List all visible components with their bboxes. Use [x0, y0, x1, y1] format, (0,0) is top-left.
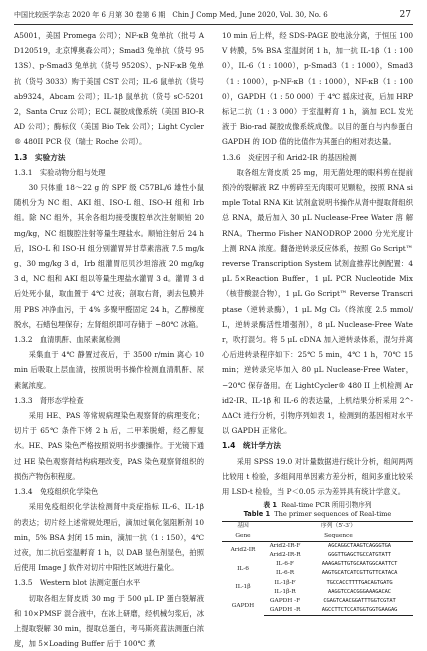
table-caption: [222, 501, 413, 519]
paragraph-western-blot-cont: 10 min 后上样，经 SDS-PAGE 胶电泳分离，于恒压 100 V 转膜，5% BSA 室温封闭 1 h，加一抗 IL-1β（1 : 1000），IL-6（1 : 1000），p-Smad3（1 : 1000），Smad3（1 : 1000），p-NF-κB（1 : 1000），NF-κB（1 : 1000），GAPDH（1 : 50 000）于 4℃ 摇床过夜，后加 HRP 标记二抗（1 : 3 000）于室温孵育 1 h，滴加 ECL 发光液于 Bio-rad 凝胶成像系统成像。以目的蛋白与内参蛋白 GAPDH 的 IOD 值的比值作为其蛋白的相对表达量。: [222, 31, 413, 147]
primer-name-cell: GAPDH -F: [269, 597, 301, 604]
table-caption-en-label: Table 1: [243, 510, 271, 519]
table-caption-en: The primer sequences of Real-time: [274, 510, 392, 519]
paragraph-statistics: 采用 SPSS 19.0 对计量数据进行统计分析，组间两两比较用 t 检验，多组间用单因素方差分析，组间多重比较采用 LSD-t 检验，当 P＜0.05 示为差异具有统计学意义。: [222, 456, 413, 497]
heading-1-3-4: 1.3.4 免疫组织化学染色: [14, 487, 99, 497]
heading-1-3-2: 1.3.2 血清肌酐、血尿素氮检测: [14, 335, 121, 345]
sequence-cell: AGCAGGCTAAGTCAGGGTGA: [328, 542, 391, 549]
table-row: [222, 597, 413, 606]
running-header: [14, 8, 413, 22]
sequence-cell: GGGTTGAGCTGCCATGTATT: [328, 551, 391, 558]
left-column: [14, 28, 204, 651]
primer-name-cell: IL-6-R: [275, 570, 295, 577]
journal-citation: 中国比较医学杂志 2020 年 6 月第 30 卷第 6 期 Chin J Comp Med, June 2020, Vol. 30, No. 6: [14, 11, 328, 19]
gene-cell: GAPDH: [231, 602, 255, 609]
heading-1-3-3: 1.3.3 肾形态学检查: [14, 395, 84, 405]
primer-name-cell: Arid2-IR-R: [269, 551, 301, 558]
paragraph-morphology: 采用 HE、PAS 等常规病理染色观察肾的病理变化；切片于 65℃ 条件下烤 2 h 后，二甲苯脱蜡，经乙醇复水。HE、PAS 染色严格按照说明书步骤操作。于光镜下通过 HE 染色观察肾结构病理改变，PAS 染色观察肾组织的损伤产物伤积程度。: [14, 411, 204, 481]
primer-table: [222, 521, 413, 616]
table-header-sequence-en: Sequence: [264, 532, 413, 542]
primer-name-cell: IL-1β-F: [274, 579, 296, 586]
sequence-cell: AAAGAGTTGTGCAATGGCAATTCT: [321, 561, 398, 568]
paragraph-western-blot: 切取各组左肾皮质 30 mg 于 500 μL IP 蛋白裂解液和 10×PMSF 混合液中，在冰上研磨，经机械匀浆后，冰上提取裂解 30 min，提取总蛋白，考马斯亮蓝法测蛋白浓度，加 5×Loading Buffer 后于 100℃ 煮: [14, 593, 204, 649]
page-number: 27: [399, 10, 411, 20]
primer-name-cell: IL-1β-R: [274, 588, 296, 595]
table-header-sequence-cn: 序列（5′-3′）: [264, 522, 413, 532]
header-rule: [14, 24, 413, 25]
gene-cell: Arid2-IR: [230, 547, 256, 554]
paragraph-ihc: 采用免疫组织化学法检测肾中炎症指标 IL-6、IL-1β 的表达；切片经上述常规处理后，滴加过氧化氢阻断剂 10 min，5% BSA 封闭 15 min，滴加一抗（1 : 150），4℃ 过夜，加二抗后室温孵育 1 h，以 DAB 显色剂显色，拍照后使用 Image J 软件对切片中阳性区域进行量化。: [14, 502, 204, 573]
paragraph-materials-cont: A5001，美国 Promega 公司）；NF-κB 兔单抗（批号 AD120519，北京博奥森公司）；Smad3 兔单抗（货号 9513S）、p-Smad3 兔单抗（货号 9520S）、p-NF-κB 兔单抗（货号 3033）购于美国 CST 公司；IL-6 鼠单抗（货号 ab9324，Abcam 公司）；IL-1β 鼠单抗（货号 sC-52012，Santa Cruz 公司）；ECL 凝胶成像系统（美国 BIO-RAD 公司）；酶标仪（美国 Bio Tek 公司）；Light Cycler® 480II PCR 仪（瑞士 Roche 公司）。: [14, 31, 204, 147]
sequence-cell: AAGGTCCACGGGAAAGACAC: [328, 588, 391, 595]
heading-1-3-6: 1.3.6 炎症因子和 Arid2-IR 的基因检测: [222, 152, 357, 162]
table-header-gene-en: Gene: [222, 532, 264, 542]
gene-cell: IL-6: [237, 565, 249, 572]
paragraph-gene-detection: 取各组左肾皮质 25 mg，用无菌处理的眼科剪在提前预冷的裂解液 RZ 中剪碎至无肉眼可见颗粒，按照 RNA simple Total RNA Kit 试剂盒说明书操作从肾中提取肾组织总 RNA，最后加入 30 μL Nuclease-Free Water 溶 解 RNA。Thermo Fisher NANODROP 2000 分光光度计上测 RNA 浓度。翻备逆转录反应体系，按照 Go Script™ reverse Transcription System 试剂盒推荐比例配置：4 μL 5×Reaction Buffer，1 μL PCR Nucleotide Mix（核苷酸混合物），1 μL Go Script™ Reverse Transcriptase（逆转录酶），1 μL Mg Cl₂（终浓度 2.5 mmol/L，逆转录酶活性增强剂），8 μL Nuclease-Free Water，吹打混匀。将 5 μL cDNA 加入逆转录体系，混匀并离心后进转录程序如下：25℃ 5 min，4℃ 1 h，70℃ 15 min；逆转录完毕加入 80 μL Nuclease-Free Water，−20℃ 保存备用。在 LightCycler® 480 II 上机检测 Arid2-IR、IL-1β 和 IL-6 的表达量，上机结果分析采用 2^-ΔΔCt 进行分析，引物序列如表 1，检测到的基因相对水平以 GAPDH 正常化。: [222, 167, 413, 436]
table-row: [222, 579, 413, 588]
table-caption-cn-label: 表 1: [263, 501, 278, 510]
heading-1-3-1: 1.3.1 实验动物分组与处理: [14, 167, 106, 177]
sequence-cell: AAGTGCATCATCGTTGTTCATACA: [321, 570, 398, 577]
table-row: [222, 560, 413, 569]
table-header-gene-cn: 基因: [222, 522, 264, 532]
heading-1-4: 1.4 统计学方法: [222, 441, 282, 451]
right-column: [222, 28, 413, 616]
heading-1-3-5: 1.3.5 Western blot 法测定蛋白水平: [14, 578, 141, 588]
sequence-cell: AGCCTTCTCCATGGTGGTGAAGAG: [306, 606, 413, 616]
primer-name-cell: GAPDH -R: [264, 606, 306, 616]
paragraph-serum: 采集血于 4℃ 静置过夜后，于 3500 r/min 离心 10 min 后吸取上层血清，按照说明书操作检测血清肌酐、尿素氮浓度。: [14, 350, 204, 390]
table-caption-cn: Real-time PCR 所用引物序列: [281, 501, 372, 510]
sequence-cell: CGAGTCAACGGATTTGGTCGTAT: [323, 597, 396, 604]
table-row: [222, 541, 413, 551]
sequence-cell: TGCCACCTTTTGACAGTGATG: [326, 579, 393, 586]
gene-cell: IL-1β: [235, 584, 251, 591]
primer-name-cell: IL-6-F: [276, 561, 294, 568]
heading-1-3: 1.3 实验方法: [14, 152, 66, 162]
primer-name-cell: Arid2-IR-F: [269, 542, 301, 549]
paragraph-grouping: 30 只体重 18～22 g 的 SPF 级 C57BL/6 雄性小鼠随机分为 NC 组、AKI 组、ISO-L 组、ISO-H 组和 Irb 组。除 NC 组外，其余各组均接受腹腔单次注射顺铂 20 mg/kg，NC 组腹腔注射等量生理盐水。顺铂注射后 24 h 后，ISO-L 和 ISO-H 组分别灌胃异甘草素溶液 7.5 mg/kg、30 mg/kg 3 d，Irb 组灌胃厄贝沙坦溶液 20 mg/kg 3 d，NC 组和 AKI 组以等量生理盐水灌胃 3 d。灌胃 3 d 后处死小鼠，取血置于 4℃ 过夜；剖取右肾，剥去包膜并用 PBS 冲净血污，于 4% 多聚甲醛固定 24 h，乙醇梯度脱水，石蜡包埋保存；左肾组织即可存储于 −80℃ 冰箱。: [14, 183, 204, 329]
